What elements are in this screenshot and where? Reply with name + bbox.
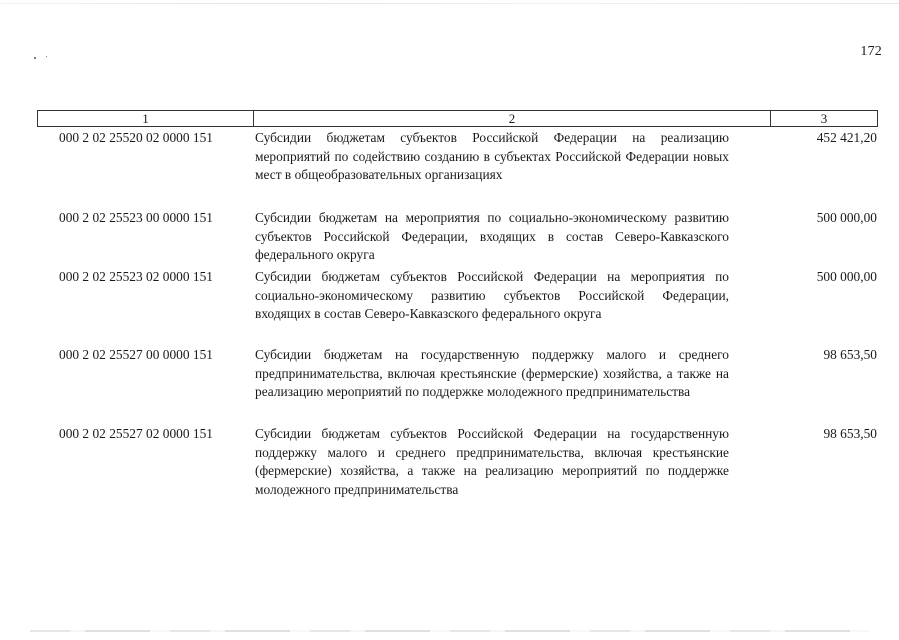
scan-speck — [46, 56, 47, 57]
row-description: Субсидии бюджетам субъектов Российской Федерации на реализацию мероприятий по содействию созданию в субъектах Российской Федерации новых мест в общеобразовательных организациях — [255, 130, 729, 183]
header-col-1: 1 — [38, 111, 254, 126]
header-col-2: 2 — [254, 111, 771, 126]
row-description: Субсидии бюджетам на государственную поддержку малого и среднего предпринимательства, включая крестьянские (фермерские) хозяйства, а также на реализацию мероприятий по поддержке молодежного предпринимательства — [255, 347, 729, 400]
row-amount: 98 653,50 — [823, 347, 877, 362]
budget-code: 000 2 02 25527 00 0000 151 — [59, 347, 213, 362]
budget-code: 000 2 02 25523 02 0000 151 — [59, 269, 213, 284]
row-description: Субсидии бюджетам на мероприятия по социально-экономическому развитию субъектов Российской Федерации, входящих в состав Северо-Кавказского федерального округа — [255, 210, 729, 263]
row-amount: 452 421,20 — [816, 130, 877, 145]
row-amount: 500 000,00 — [816, 210, 877, 225]
scan-edge-top — [0, 3, 899, 4]
scan-speck — [34, 57, 36, 59]
budget-code: 000 2 02 25523 00 0000 151 — [59, 210, 213, 225]
page-number: 172 — [860, 44, 882, 59]
header-col-3: 3 — [820, 111, 828, 126]
scan-edge-bottom — [30, 630, 870, 632]
table-header — [37, 110, 878, 127]
row-description: Субсидии бюджетам субъектов Российской Федерации на государственную поддержку малого и среднего предпринимательства, включая крестьянские (фермерские) хозяйства, а также на реализацию мероприятий по поддержке молодежного предпринимательства — [255, 426, 729, 497]
budget-code: 000 2 02 25527 02 0000 151 — [59, 426, 213, 441]
row-description: Субсидии бюджетам субъектов Российской Федерации на мероприятия по социально-экономическому развитию субъектов Российской Федерации, входящих в состав Северо-Кавказского федерального округа — [255, 269, 729, 322]
row-amount: 98 653,50 — [823, 426, 877, 441]
row-amount: 500 000,00 — [816, 269, 877, 284]
budget-code: 000 2 02 25520 02 0000 151 — [59, 130, 213, 145]
